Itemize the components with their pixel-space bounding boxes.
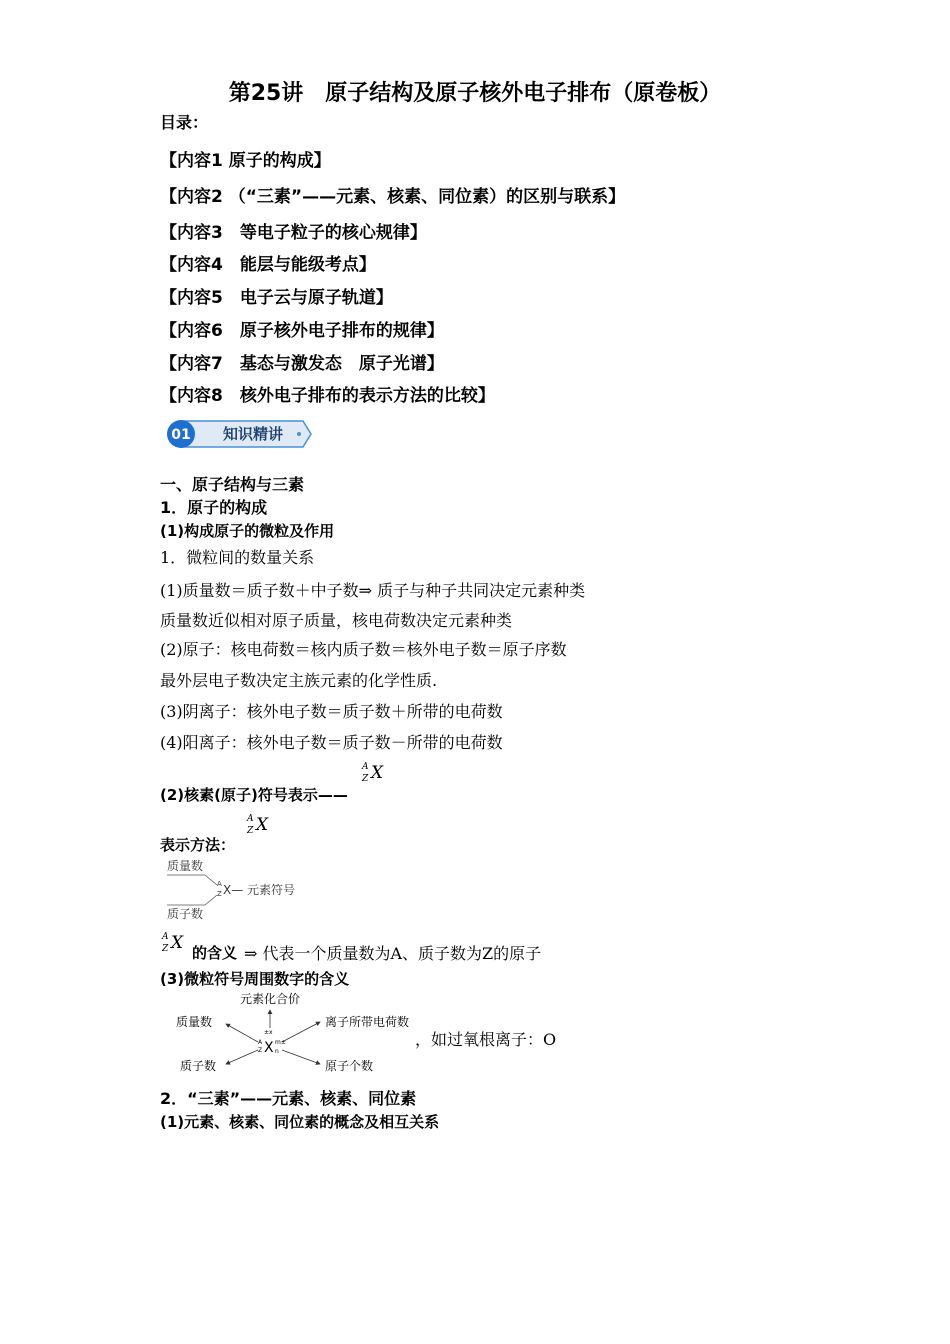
svg-text:Z: Z	[258, 1047, 263, 1054]
toc-label: 目录：	[160, 113, 209, 132]
method-label: 表示方法：	[160, 836, 236, 854]
nuclide-heading: (2)核素(原子)符号表示——	[160, 786, 348, 804]
banner-number: 01	[171, 427, 191, 443]
text-line-5: 最外层电子数决定主族元素的化学性质.	[160, 671, 438, 690]
svg-text:±x: ±x	[264, 1029, 273, 1036]
toc-item-5: 【内容5 电子云与原子轨道】	[160, 288, 393, 308]
text-line-2: (1)质量数＝质子数＋中子数⇒ 质子与种子共同决定元素种类	[160, 581, 586, 600]
diagram2-center: X	[264, 1040, 274, 1056]
meaning-text: ⇒ 代表一个质量数为A、质子数为Z的原子	[244, 944, 542, 963]
diagram2-top: 元素化合价	[240, 992, 301, 1006]
toc-item-1: 【内容1 原子的构成】	[160, 151, 331, 171]
toc-item-8: 【内容8 核外电子排布的表示方法的比较】	[160, 386, 495, 406]
text-line-7: (4)阳离子：核外电子数＝质子数－所带的电荷数	[160, 733, 503, 752]
svg-text:n: n	[275, 1048, 279, 1055]
banner-graphic	[165, 418, 315, 450]
diagram1-mass: 质量数	[167, 859, 204, 873]
particle-symbol-diagram	[170, 990, 430, 1076]
svg-text:Z: Z	[217, 890, 222, 898]
banner-label: 知识精讲	[223, 425, 284, 443]
section-banner	[165, 418, 315, 450]
section-heading-1: 一、原子结构与三素	[160, 475, 305, 494]
diagram2-right-top: 离子所带电荷数	[325, 1015, 410, 1029]
nuclide-notation-diagram	[165, 855, 315, 925]
text-line-1: 1．微粒间的数量关系	[160, 548, 315, 567]
meaning-label: 的含义	[192, 944, 238, 962]
diagram1-proton: 质子数	[167, 907, 204, 921]
toc-item-3: 【内容3 等电子粒子的核心规律】	[160, 223, 427, 243]
example-text: ，如过氧根离子：O	[415, 1030, 557, 1049]
diagram2-left-top: 质量数	[176, 1015, 213, 1029]
nuclide-symbol-1: A Z X	[362, 762, 384, 784]
subheading-1a: (1)构成原子的微粒及作用	[160, 522, 335, 540]
diagram2-right-bottom: 原子个数	[325, 1059, 374, 1073]
diagram2-left-bottom: 质子数	[180, 1059, 217, 1073]
toc-item-7: 【内容7 基态与激发态 原子光谱】	[160, 354, 444, 374]
toc-item-6: 【内容6 原子核外电子排布的规律】	[160, 321, 444, 341]
subheading-2a: (1)元素、核素、同位素的概念及相互关系	[160, 1113, 440, 1131]
svg-text:A: A	[258, 1039, 263, 1046]
text-line-3: 质量数近似相对原子质量，核电荷数决定元素种类	[160, 611, 513, 630]
nuclide-symbol-3: A Z X	[162, 932, 184, 954]
text-line-4: (2)原子：核电荷数＝核内质子数＝核外电子数＝原子序数	[160, 640, 567, 659]
toc-item-2: 【内容2 （“三素”——元素、核素、同位素）的区别与联系】	[160, 187, 626, 207]
subheading-3: (3)微粒符号周围数字的含义	[160, 970, 350, 988]
diagram1-center: X— 元素符号	[223, 883, 296, 897]
svg-text:m±: m±	[275, 1039, 286, 1046]
page-title: 第25讲 原子结构及原子核外电子排布（原卷板）	[228, 81, 722, 106]
subheading-1: 1．原子的构成	[160, 498, 268, 517]
subheading-2: 2．“三素”——元素、核素、同位素	[160, 1089, 417, 1108]
svg-text:A: A	[217, 880, 222, 888]
text-line-6: (3)阴离子：核外电子数＝质子数＋所带的电荷数	[160, 702, 503, 721]
nuclide-symbol-2: A Z X	[247, 814, 269, 836]
toc-item-4: 【内容4 能层与能级考点】	[160, 255, 376, 275]
